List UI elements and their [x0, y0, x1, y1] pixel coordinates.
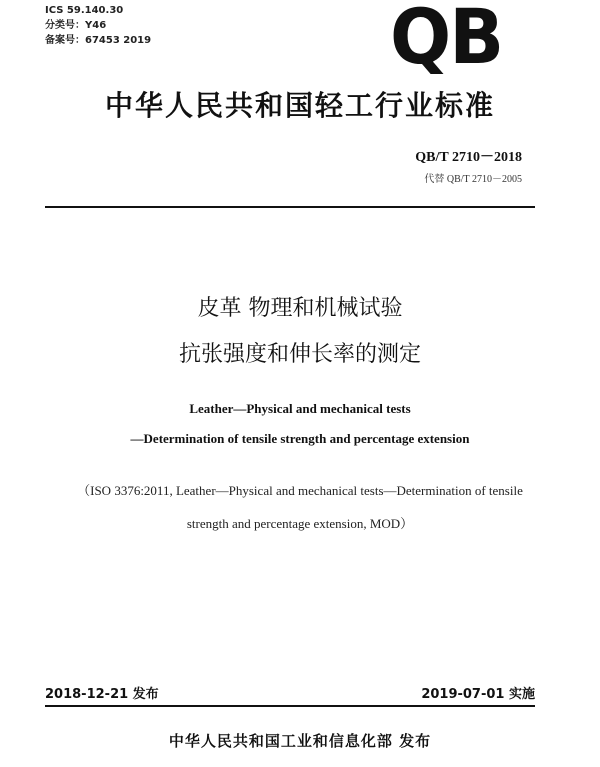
- replaces-standard: 代替 QB/T 2710－2005: [424, 174, 522, 185]
- standard-number: QB/T 2710－2018: [415, 150, 522, 165]
- english-title-line-1: Leather—Physical and mechanical tests: [189, 401, 411, 416]
- category-number: 分类号：Y46: [45, 20, 107, 31]
- ics-code: ICS 59.140.30: [45, 5, 124, 16]
- chinese-title-line-1: 皮革 物理和机械试验: [197, 296, 403, 321]
- chinese-title-line-2: 抗张强度和伸长率的测定: [178, 342, 421, 367]
- iso-reference-line-1: （ISO 3376:2011, Leather—Physical and mechanical tests—Determination of tensile: [77, 483, 523, 498]
- issue-date: 2018-12-21 发布: [45, 687, 159, 702]
- implementation-date: 2019-07-01 实施: [421, 687, 535, 702]
- iso-reference-line-2: strength and percentage extension, MOD）: [186, 516, 414, 531]
- qb-logo: QB: [390, 0, 503, 82]
- issuing-authority: 中华人民共和国工业和信息化部 发布: [168, 732, 432, 750]
- bottom-divider: [45, 705, 535, 707]
- industry-standard-title: 中华人民共和国轻工行业标准: [104, 89, 495, 122]
- top-divider: [45, 206, 535, 208]
- english-title-line-2: —Determination of tensile strength and percentage extension: [130, 431, 470, 446]
- record-number: 备案号：67453 2019: [45, 35, 152, 46]
